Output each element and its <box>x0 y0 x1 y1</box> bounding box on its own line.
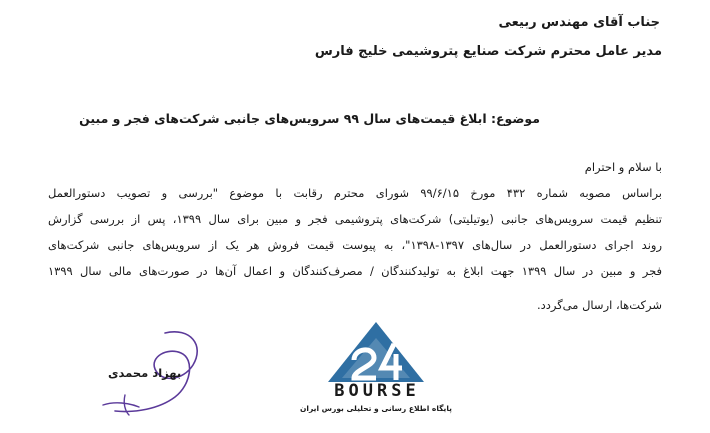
recipient-title: مدیر عامل محترم شرکت صنایع پتروشیمی خلیج فارس <box>314 44 662 59</box>
recipient-name: جناب آقای مهندس ربیعی <box>498 15 660 30</box>
logo-tagline: پایگاه اطلاع رسانی و تحلیلی بورس ایران <box>300 404 452 413</box>
body-paragraph-line: تنظیم قیمت سرویس‌های جانبی (یوتیلیتی) شرکت‌های پتروشیمی فجر و مبین برای سال ۱۳۹۹، پس از بررسی گزارش <box>48 212 662 226</box>
body-paragraph-line: فجر و مبین در سال ۱۳۹۹ جهت ابلاغ به تولیدکنندگان / مصرف‌کنندگان و اعمال آن‌ها در صورت‌های مالی سال ۱۳۹۹ <box>48 264 662 278</box>
body-paragraph-line: روند اجرای دستورالعمل در سال‌های ۱۳۹۷-۱۳۹۸"، به پیوست قیمت فروش هر یک از سرویس‌های جانبی شرکت‌های <box>48 238 662 252</box>
greeting: با سلام و احترام <box>584 160 662 174</box>
logo-wordmark: BOURSE <box>334 381 420 401</box>
subject-line: موضوع: ابلاغ قیمت‌های سال ۹۹ سرویس‌های جانبی شرکت‌های فجر و مبین <box>79 111 540 126</box>
body-paragraph-line: براساس مصوبه شماره ۴۳۲ مورخ ۹۹/۶/۱۵ شورای محترم رقابت با موضوع "بررسی و تصویب دستورالعمل <box>48 186 663 200</box>
body-paragraph-line: شرکت‌ها، ارسال می‌گردد. <box>536 298 662 312</box>
signer-name: بهزاد محمدی <box>108 366 182 380</box>
